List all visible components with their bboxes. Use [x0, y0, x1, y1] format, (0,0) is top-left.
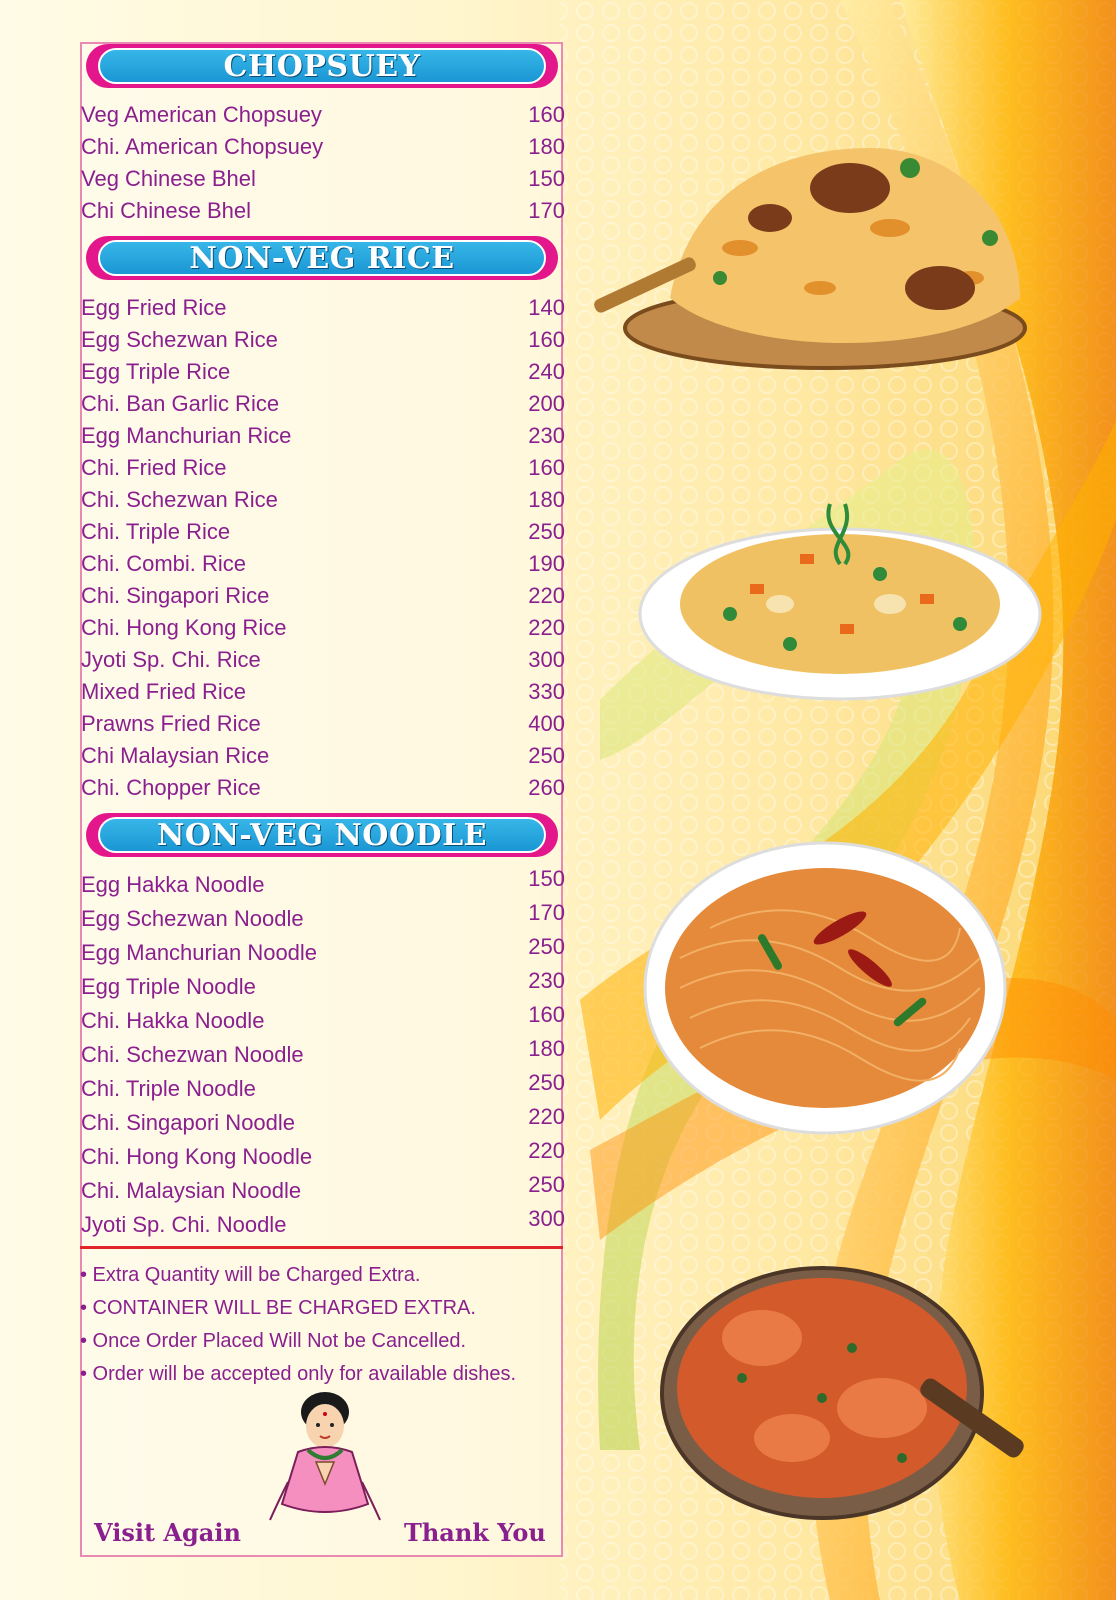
note-line: • Extra Quantity will be Charged Extra.: [80, 1264, 421, 1286]
section-header-non-veg-rice: [86, 236, 558, 280]
menu-item: Chi. Triple Noodle 250: [81, 1070, 565, 1101]
menu-item: Prawns Fried Rice 400: [81, 711, 565, 736]
menu-item: Chi Chinese Bhel 170: [81, 198, 565, 223]
namaste-woman-image: [258, 1392, 393, 1527]
menu-item: Chi Malaysian Rice 250: [81, 743, 565, 768]
menu-item: Chi. Chopper Rice 260: [81, 775, 565, 800]
section-title: NON-VEG RICE: [189, 240, 455, 276]
menu-item: Chi. Schezwan Rice 180: [81, 487, 565, 512]
menu-item: Chi. American Chopsuey 180: [81, 134, 565, 159]
menu-item: Veg American Chopsuey 160: [81, 102, 565, 127]
biryani-image: [590, 128, 1040, 378]
menu-item: Mixed Fried Rice 330: [81, 679, 565, 704]
menu-item: Chi. Triple Rice 250: [81, 519, 565, 544]
menu-item: Chi. Schezwan Noodle 180: [81, 1036, 565, 1067]
menu-item: Egg Manchurian Rice 230: [81, 423, 565, 448]
menu-item: Chi. Hakka Noodle 160: [81, 1002, 565, 1033]
menu-item: Jyoti Sp. Chi. Rice 300: [81, 647, 565, 672]
section-header-chopsuey: [86, 44, 558, 88]
footer-thank-you: Thank You: [404, 1518, 546, 1547]
menu-item: Chi. Combi. Rice 190: [81, 551, 565, 576]
menu-item: Chi. Ban Garlic Rice 200: [81, 391, 565, 416]
menu-item: Chi. Fried Rice 160: [81, 455, 565, 480]
menu-item: Egg Triple Noodle 230: [81, 968, 565, 999]
curry-image: [652, 1258, 1042, 1528]
menu-item: Egg Schezwan Rice 160: [81, 327, 565, 352]
menu-item: Chi. Malaysian Noodle 250: [81, 1172, 565, 1203]
note-line: • CONTAINER WILL BE CHARGED EXTRA.: [80, 1297, 476, 1319]
section-header-non-veg-noodle: [86, 813, 558, 857]
menu-item: Jyoti Sp. Chi. Noodle 300: [81, 1206, 565, 1237]
menu-item: Chi. Singapori Noodle 220: [81, 1104, 565, 1135]
menu-item: Chi. Singapori Rice 220: [81, 583, 565, 608]
menu-item: Egg Manchurian Noodle 250: [81, 934, 565, 965]
menu-item: Egg Schezwan Noodle 170: [81, 900, 565, 931]
footer-visit-again: Visit Again: [94, 1518, 241, 1547]
menu-item: Chi. Hong Kong Rice 220: [81, 615, 565, 640]
menu-item: Egg Fried Rice 140: [81, 295, 565, 320]
section-title: CHOPSUEY: [223, 48, 421, 84]
note-line: • Once Order Placed Will Not be Cancelled.: [80, 1330, 467, 1352]
menu-item: Egg Triple Rice 240: [81, 359, 565, 384]
menu-item: Veg Chinese Bhel 150: [81, 166, 565, 191]
note-line: • Order will be accepted only for available dishes.: [80, 1363, 517, 1385]
noodles-image: [640, 838, 1010, 1138]
menu-item: Chi. Hong Kong Noodle 220: [81, 1138, 565, 1169]
divider-rule: [80, 1246, 563, 1249]
fried-rice-image: [630, 474, 1050, 714]
section-title: NON-VEG NOODLE: [156, 817, 488, 853]
menu-item: Egg Hakka Noodle 150: [81, 866, 565, 897]
